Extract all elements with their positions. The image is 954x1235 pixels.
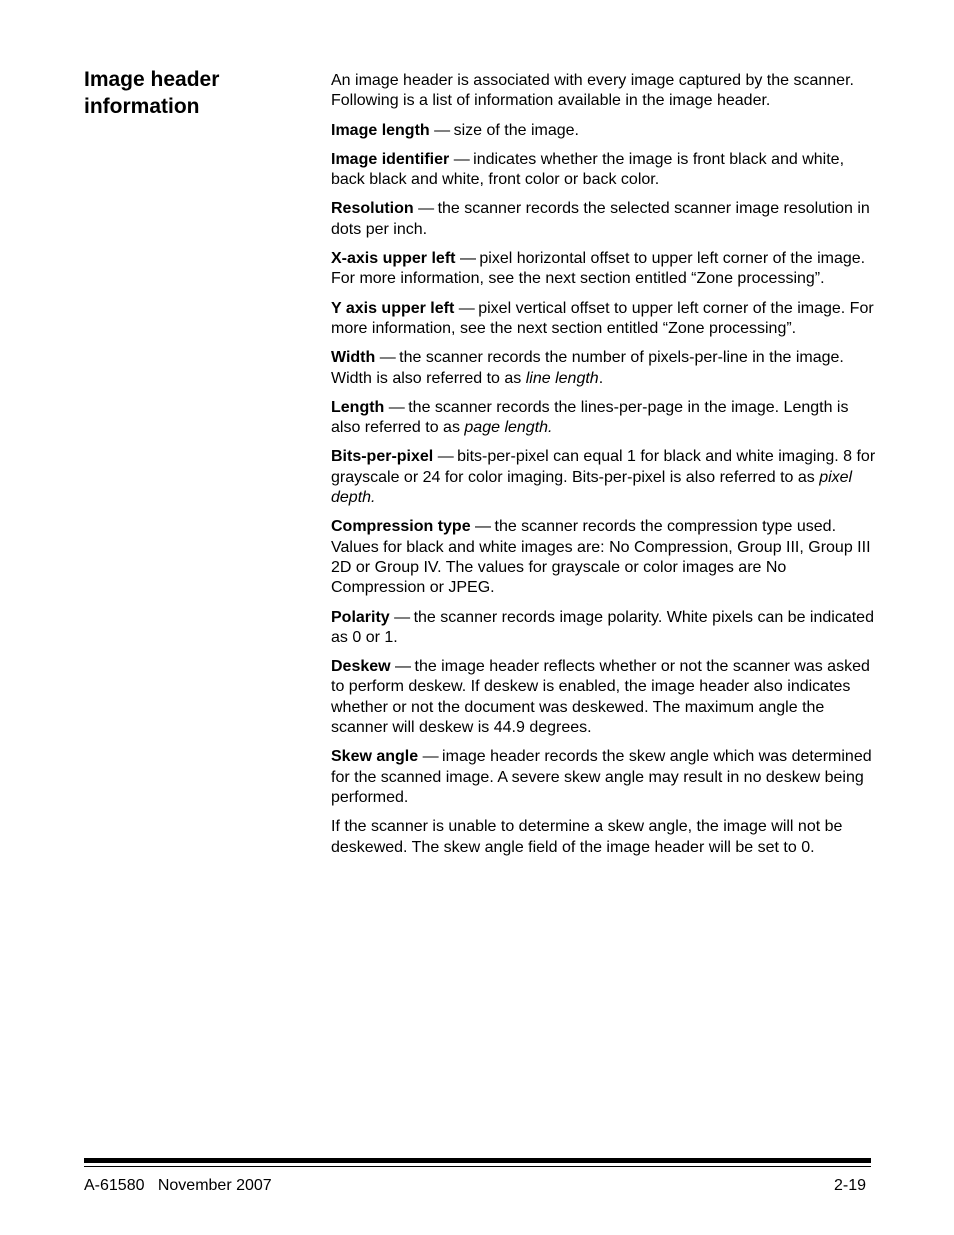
definition-tail: . xyxy=(598,369,604,387)
definition-compression-type xyxy=(331,517,876,598)
term: Skew angle xyxy=(331,748,419,766)
intro-paragraph: An image header is associated with every image captured by the scanner. Following is a list of information available in the image header. xyxy=(331,72,854,110)
section-body xyxy=(331,71,876,867)
definition-text: the scanner records the lines-per-page in the image. Length is also referred to as xyxy=(331,398,849,437)
definition-deskew xyxy=(331,657,876,738)
footer-rule-thin xyxy=(84,1166,871,1167)
footer-rule-thick xyxy=(84,1158,871,1163)
term: Resolution xyxy=(331,200,414,218)
definition-y-axis-upper-left xyxy=(331,299,876,340)
closing-paragraph: If the scanner is unable to determine a skew angle, the image will not be deskewed. The skew angle field of the image header will be set to 0. xyxy=(331,818,843,856)
em-dash: — xyxy=(422,748,438,766)
footer-doc-id: A-61580 xyxy=(84,1177,145,1194)
definition-image-identifier xyxy=(331,150,876,191)
definition-x-axis-upper-left xyxy=(331,249,876,290)
term: Width xyxy=(331,349,376,367)
em-dash: — xyxy=(453,150,469,168)
definition-text: size of the image. xyxy=(449,121,579,139)
em-dash: — xyxy=(437,448,453,466)
definition-text: the scanner records the compression type used. Values for black and white images are: No Compression, Group III, Group III 2D or Group IV. The values for grayscale or color images are No Compression or JPEG. xyxy=(331,518,871,597)
definition-resolution xyxy=(331,199,876,240)
footer-date: November 2007 xyxy=(157,1177,272,1194)
definition-text: the image header reflects whether or not the scanner was asked to perform deskew. If deskew is enabled, the image header also indicates whether or not the document was deskewed. The maximum angle the scanner will deskew is 44.9 degrees. xyxy=(331,658,870,737)
definition-text: pixel vertical offset to upper left corner of the image. For more information, see the next section entitled “Zone processing”. xyxy=(331,299,874,337)
definition-polarity xyxy=(331,608,876,649)
term: Image length xyxy=(331,121,430,139)
definition-length xyxy=(331,398,876,439)
definition-text: bits-per-pixel can equal 1 for black and white imaging. 8 for grayscale or 24 for color imaging. Bits-per-pixel is also referred to as xyxy=(331,448,876,486)
term: X-axis upper left xyxy=(331,250,456,268)
term: Compression type xyxy=(331,518,471,536)
em-dash: — xyxy=(434,121,450,139)
em-dash: — xyxy=(394,608,410,626)
em-dash: — xyxy=(388,398,404,416)
em-dash: — xyxy=(459,250,475,268)
term: Image identifier xyxy=(331,150,450,168)
definition-text: the scanner records the selected scanner image resolution in dots per inch. xyxy=(331,200,870,238)
definition-text: indicates whether the image is front black and white, back black and white, front color or back color. xyxy=(331,150,845,189)
term: Y axis upper left xyxy=(331,299,455,317)
em-dash: — xyxy=(475,518,491,536)
footer-left xyxy=(84,1177,272,1195)
em-dash: — xyxy=(458,299,474,317)
em-dash: — xyxy=(395,658,411,676)
em-dash: — xyxy=(418,200,434,218)
definition-text: the scanner records the number of pixels-per-line in the image. Width is also referred to as xyxy=(331,349,844,387)
definition-emphasis: line length xyxy=(525,369,599,387)
term: Polarity xyxy=(331,608,390,626)
term: Deskew xyxy=(331,658,391,676)
definition-text: the scanner records image polarity. White pixels can be indicated as 0 or 1. xyxy=(331,608,874,646)
section-title: Image header information xyxy=(84,68,220,118)
definition-emphasis: pixel depth. xyxy=(331,468,853,507)
em-dash: — xyxy=(379,349,395,367)
definition-bits-per-pixel xyxy=(331,447,876,508)
footer-page-number: 2-19 xyxy=(833,1177,866,1194)
definition-text: pixel horizontal offset to upper left corner of the image. For more information, see the next section entitled “Zone processing”. xyxy=(331,250,866,288)
definition-width xyxy=(331,348,876,389)
term: Bits-per-pixel xyxy=(331,448,434,466)
definition-emphasis: page length. xyxy=(464,419,553,437)
definition-skew-angle xyxy=(331,747,876,808)
term: Length xyxy=(331,398,385,416)
definition-image-length xyxy=(331,121,876,141)
definition-text: image header records the skew angle which was determined for the scanned image. A severe skew angle may result in no deskew being performed. xyxy=(331,748,872,806)
